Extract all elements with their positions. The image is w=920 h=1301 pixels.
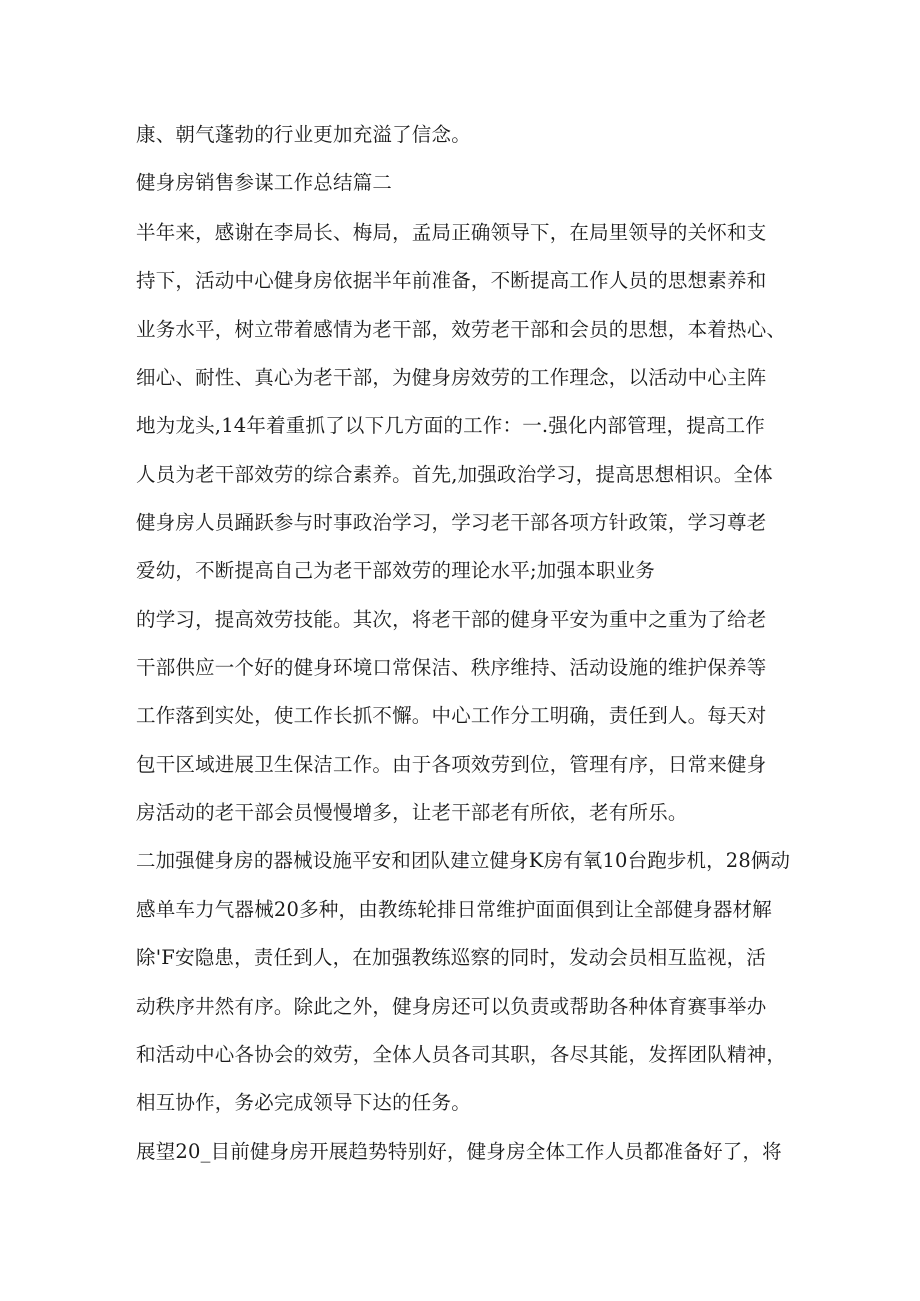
text-line-9: 健身房人员踊跃参与时事政治学习，学习老干部各项方针政策，学习尊老 — [136, 511, 767, 534]
text-line-14: 包干区域进展卫生保洁工作。由于各项效劳到位，管理有序，日常来健身 — [136, 753, 767, 776]
text-line-11: 的学习，提高效劳技能。其次，将老干部的健身平安为重中之重为了给老 — [136, 608, 767, 631]
text-line-7: 地为龙头,14年着重抓了以下几方面的工作：一.强化内部管理，提高工作 — [136, 414, 766, 437]
text-line-22: 展望20_目前健身房开展趋势特别好，健身房全体工作人员都准备好了，将 — [136, 1140, 782, 1163]
text-line-13: 工作落到实处，使工作长抓不懈。中心工作分工明确，责任到人。每天对 — [136, 704, 767, 727]
text-line-5: 业务水平，树立带着感情为老干部，效劳老干部和会员的思想，本着热心、 — [136, 318, 787, 341]
text-line-1: 康、朝气蓬勃的行业更加充溢了信念。 — [136, 123, 471, 146]
text-line-15: 房活动的老干部会员慢慢增多，让老干部老有所依，老有所乐。 — [136, 801, 688, 824]
text-line-18: 除'F安隐患，责任到人，在加强教练巡察的同时，发动会员相互监视，活 — [136, 946, 766, 969]
text-line-20: 和活动中心各协会的效劳，全体人员各司其职，各尽其能，发挥团队精神， — [136, 1043, 787, 1066]
text-line-17: 感单车力气器械20多种，由教练轮排日常维护面面俱到让全部健身器材解 — [136, 898, 772, 921]
section-heading: 健身房销售参谋工作总结篇二 — [136, 171, 393, 194]
text-line-10: 爱幼，不断提高自己为老干部效劳的理论水平;加强本职业务 — [136, 559, 655, 582]
text-line-19: 动秩序井然有序。除此之外，健身房还可以负责或帮助各种体育赛事举办 — [136, 995, 767, 1018]
text-line-6: 细心、耐性、真心为老干部，为健身房效劳的工作理念，以活动中心主阵 — [136, 366, 767, 389]
text-line-8: 人员为老干部效劳的综合素养。首先,加强政治学习，提高思想相识。全体 — [136, 463, 773, 486]
text-line-3: 半年来，感谢在李局长、梅局，孟局正确领导下，在局里领导的关怀和支 — [136, 221, 767, 244]
text-line-12: 干部供应一个好的健身环境口常保洁、秩序维持、活动设施的维护保养等 — [136, 656, 767, 679]
text-line-21: 相互协作，务必完成领导下达的任务。 — [136, 1091, 471, 1114]
text-line-4: 持下，活动中心健身房依据半年前准备，不断提高工作人员的思想素养和 — [136, 269, 767, 292]
text-line-16: 二加强健身房的器械设施平安和团队建立健身K房有氧10台跑步机，28俩动 — [136, 849, 791, 872]
